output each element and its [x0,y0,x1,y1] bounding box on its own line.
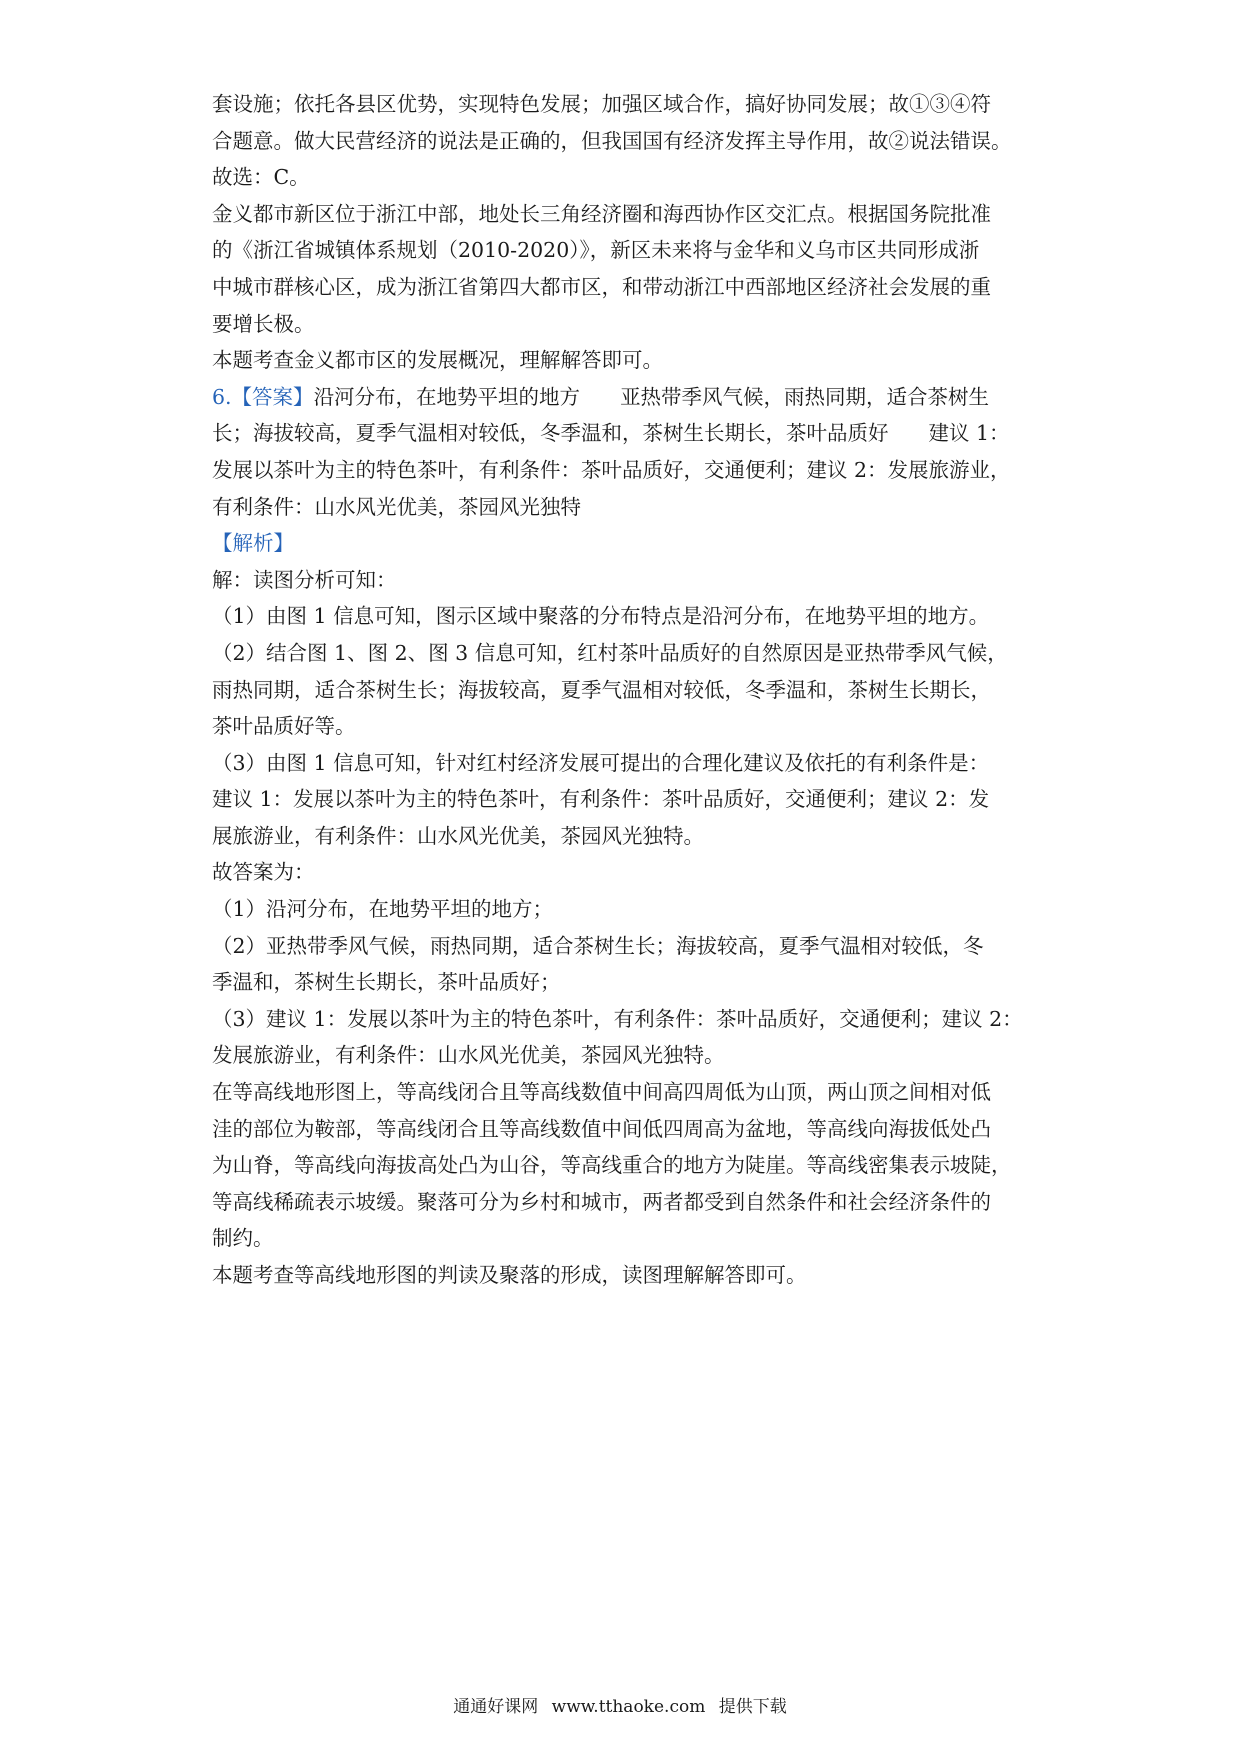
analysis-line: （2）亚热带季风气候，雨热同期，适合茶树生长；海拔较高，夏季气温相对较低，冬 [212,933,984,958]
analysis-line: 发展旅游业，有利条件：山水风光优美，茶园风光独特。 [212,1043,725,1068]
analysis-line: 展旅游业，有利条件：山水风光优美，茶园风光独特。 [212,823,704,848]
text-line: 套设施；依托各县区优势，实现特色发展；加强区域合作，搞好协同发展；故①③④符 [212,92,991,116]
analysis-line: 故答案为： [212,860,315,885]
document-body [212,86,1042,1294]
text-line: 要增长极。 [212,311,315,336]
text-line: 本题考查金义都市区的发展概况，理解解答即可。 [212,348,663,373]
answer-part: 沿河分布，在地势平坦的地方 [313,384,581,409]
analysis-line: 茶叶品质好等。 [212,714,356,739]
text-line: 合题意。做大民营经济的说法是正确的，但我国国有经济发挥主导作用，故②说法错误。 [212,128,1012,153]
text-line: 故选：C。 [212,165,310,190]
analysis-line: 为山脊，等高线向海拔高处凸为山谷，等高线重合的地方为陡崖。等高线密集表示坡陡， [212,1153,1012,1178]
analysis-label: 【解析】 [212,531,294,556]
answer-part: 长；海拔较高，夏季气温相对较低，冬季温和，茶树生长期长，茶叶品质好 [212,421,889,446]
analysis-line: （1）由图 1 信息可知，图示区域中聚落的分布特点是沿河分布，在地势平坦的地方。 [212,604,990,629]
analysis-line: 季温和，茶树生长期长，茶叶品质好； [212,970,561,995]
analysis-line: 本题考查等高线地形图的判读及聚落的形成，读图理解解答即可。 [212,1263,807,1287]
analysis-line: 建议 1：发展以茶叶为主的特色茶叶，有利条件：茶叶品质好，交通便利；建议 2：发 [212,787,990,812]
analysis-line: （1）沿河分布，在地势平坦的地方； [212,897,554,922]
answer-line [212,415,1042,452]
page-footer [0,1692,1240,1717]
answer-line: 有利条件：山水风光优美，茶园风光独特 [212,494,581,519]
answer-part: 亚热带季风气候，雨热同期，适合茶树生 [620,384,990,409]
footer-tagline: 提供下载 [718,1697,787,1717]
answer-label: 6.【答案】 [212,384,314,409]
analysis-line: （2）结合图 1、图 2、图 3 信息可知，红村茶叶品质好的自然原因是亚热带季风气候， [212,640,1008,665]
analysis-line: 雨热同期，适合茶树生长；海拔较高，夏季气温相对较低，冬季温和，茶树生长期长， [212,677,991,702]
analysis-line: （3）由图 1 信息可知，针对红村经济发展可提出的合理化建议及依托的有利条件是： [212,750,990,775]
answer-part: 建议 1： [928,421,1010,446]
answer-line: 发展以茶叶为主的特色茶叶，有利条件：茶叶品质好，交通便利；建议 2：发展旅游业， [212,457,1011,482]
analysis-line: 制约。 [212,1226,274,1251]
footer-site-name: 通通好课网 [453,1697,539,1717]
footer-url[interactable]: www.tthaoke.com [551,1697,706,1717]
analysis-line: 洼的部位为鞍部，等高线闭合且等高线数值中间低四周高为盆地，等高线向海拔低处凸 [212,1116,991,1141]
text-line: 金义都市新区位于浙江中部，地处长三角经济圈和海西协作区交汇点。根据国务院批准 [212,201,991,226]
text-line: 的《浙江省城镇体系规划（2010-2020）》，新区未来将与金华和义乌市区共同形成浙 [212,238,980,263]
analysis-line: 等高线稀疏表示坡缓。聚落可分为乡村和城市，两者都受到自然条件和社会经济条件的 [212,1189,991,1214]
analysis-line: （3）建议 1：发展以茶叶为主的特色茶叶，有利条件：茶叶品质好，交通便利；建议 2： [212,1006,1023,1031]
text-line: 中城市群核心区，成为浙江省第四大都市区，和带动浙江中西部地区经济社会发展的重 [212,274,991,299]
analysis-line: 在等高线地形图上，等高线闭合且等高线数值中间高四周低为山顶，两山顶之间相对低 [212,1080,991,1105]
analysis-line: 解：读图分析可知： [212,567,397,592]
answer-line [212,379,1042,416]
